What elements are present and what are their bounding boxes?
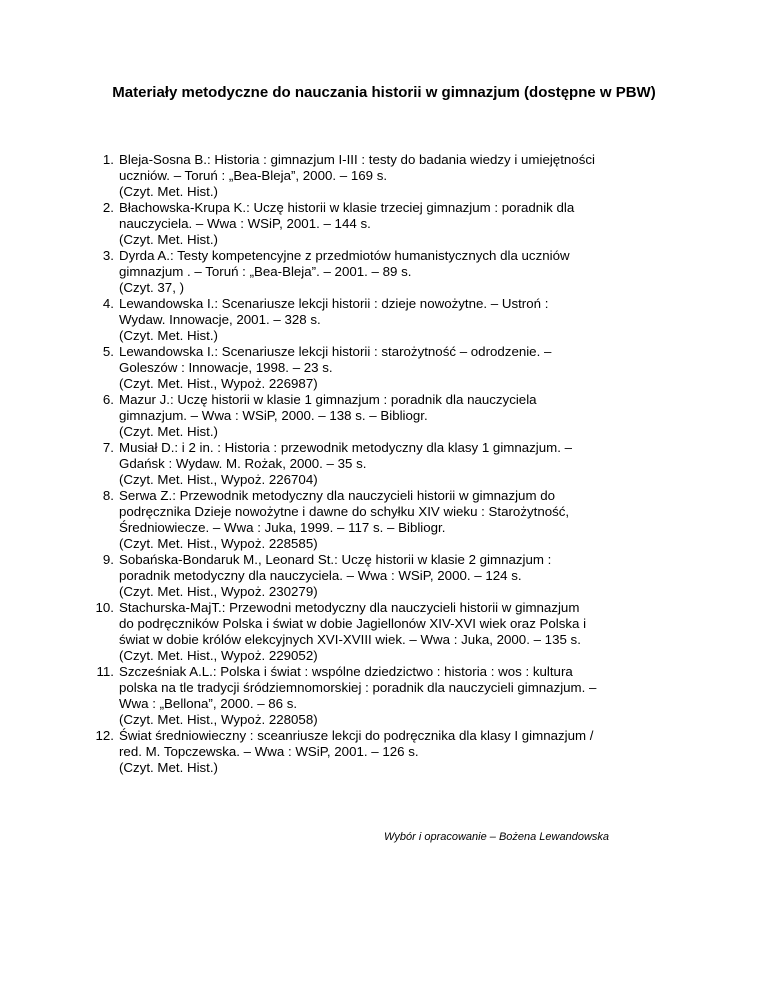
list-item	[102, 488, 708, 552]
item-text: Sobańska-Bondaruk M., Leonard St.: Uczę historii w klasie 2 gimnazjum : poradnik metodyczny dla nauczyciela. – Wwa : WSiP, 2000. – 124 s. (Czyt. Met. Hist., Wypoż. 230279)	[119, 552, 552, 599]
item-number: 1.	[102, 152, 114, 167]
item-text: Szcześniak A.L.: Polska i świat : wspólne dziedzictwo : historia : wos : kultura polska na tle tradycji śródziemnomorskiej : poradnik dla nauczycieli gimnazjum. – Wwa : „Bellona”, 2000. – 86 s. (Czyt. Met. Hist., Wypoż. 228058)	[119, 664, 597, 727]
list-item	[102, 200, 708, 248]
item-number: 9.	[102, 552, 114, 567]
item-number: 12.	[95, 728, 114, 743]
bibliography-list	[95, 152, 708, 776]
item-text: Lewandowska I.: Scenariusze lekcji historii : dzieje nowożytne. – Ustroń : Wydaw. Innowacje, 2001. – 328 s. (Czyt. Met. Hist.)	[119, 296, 549, 343]
item-text: Lewandowska I.: Scenariusze lekcji historii : starożytność – odrodzenie. – Goleszów : Innowacje, 1998. – 23 s. (Czyt. Met. Hist., Wypoż. 226987)	[119, 344, 552, 391]
item-number: 6.	[102, 392, 114, 407]
item-number: 2.	[102, 200, 114, 215]
item-text: Stachurska-MajT.: Przewodni metodyczny dla nauczycieli historii w gimnazjum do podręczników Polska i świat w dobie Jagiellonów XIV-XVI wiek oraz Polska i świat w dobie królów elekcyjnych XVI-XVIII wiek. – Wwa : Juka, 2000. – 135 s. (Czyt. Met. Hist., Wypoż. 229052)	[119, 600, 587, 663]
list-item	[102, 152, 708, 200]
list-item	[95, 728, 708, 776]
item-number: 7.	[102, 440, 114, 455]
item-number: 11.	[96, 664, 114, 679]
item-number: 8.	[102, 488, 114, 503]
list-item	[95, 600, 708, 664]
list-item	[96, 664, 708, 728]
list-item	[102, 440, 708, 488]
item-number: 3.	[102, 248, 114, 263]
item-text: Świat średniowieczny : sceanriusze lekcji do podręcznika dla klasy I gimnazjum / red. M. Topczewska. – Wwa : WSiP, 2001. – 126 s. (Czyt. Met. Hist.)	[119, 728, 594, 775]
document-title: Materiały metodyczne do nauczania historii w gimnazjum (dostępne w PBW)	[112, 84, 656, 101]
list-item	[102, 552, 708, 600]
item-number: 4.	[102, 296, 114, 311]
item-text: Dyrda A.: Testy kompetencyjne z przedmiotów humanistycznych dla uczniów gimnazjum . – Toruń : „Bea-Bleja”. – 2001. – 89 s. (Czyt. 37, )	[119, 248, 570, 295]
item-text: Serwa Z.: Przewodnik metodyczny dla nauczycieli historii w gimnazjum do podręcznika Dzieje nowożytne i dawne do schyłku XIV wieku : Starożytność, Średniowiecze. – Wwa : Juka, 1999. – 117 s. – Bibliogr. (Czyt. Met. Hist., Wypoż. 228585)	[119, 488, 570, 551]
item-text: Musiał D.: i 2 in. : Historia : przewodnik metodyczny dla klasy 1 gimnazjum. – Gdańsk : Wydaw. M. Rożak, 2000. – 35 s. (Czyt. Met. Hist., Wypoż. 226704)	[119, 440, 573, 487]
item-text: Mazur J.: Uczę historii w klasie 1 gimnazjum : poradnik dla nauczyciela gimnazjum. – Wwa : WSiP, 2000. – 138 s. – Bibliogr. (Czyt. Met. Hist.)	[119, 392, 537, 439]
item-number: 5.	[102, 344, 114, 359]
list-item	[102, 296, 708, 344]
item-number: 10.	[95, 600, 114, 615]
list-item	[102, 248, 708, 296]
item-text: Błachowska-Krupa K.: Uczę historii w klasie trzeciej gimnazjum : poradnik dla nauczyciela. – Wwa : WSiP, 2001. – 144 s. (Czyt. Met. Hist.)	[119, 200, 575, 247]
list-item	[102, 392, 708, 440]
author-signature: Wybór i opracowanie – Bożena Lewandowska	[384, 831, 610, 843]
item-text: Bleja-Sosna B.: Historia : gimnazjum I-III : testy do badania wiedzy i umiejętności uczniów. – Toruń : „Bea-Bleja”, 2000. – 169 s. (Czyt. Met. Hist.)	[119, 152, 595, 199]
list-item	[102, 344, 708, 392]
